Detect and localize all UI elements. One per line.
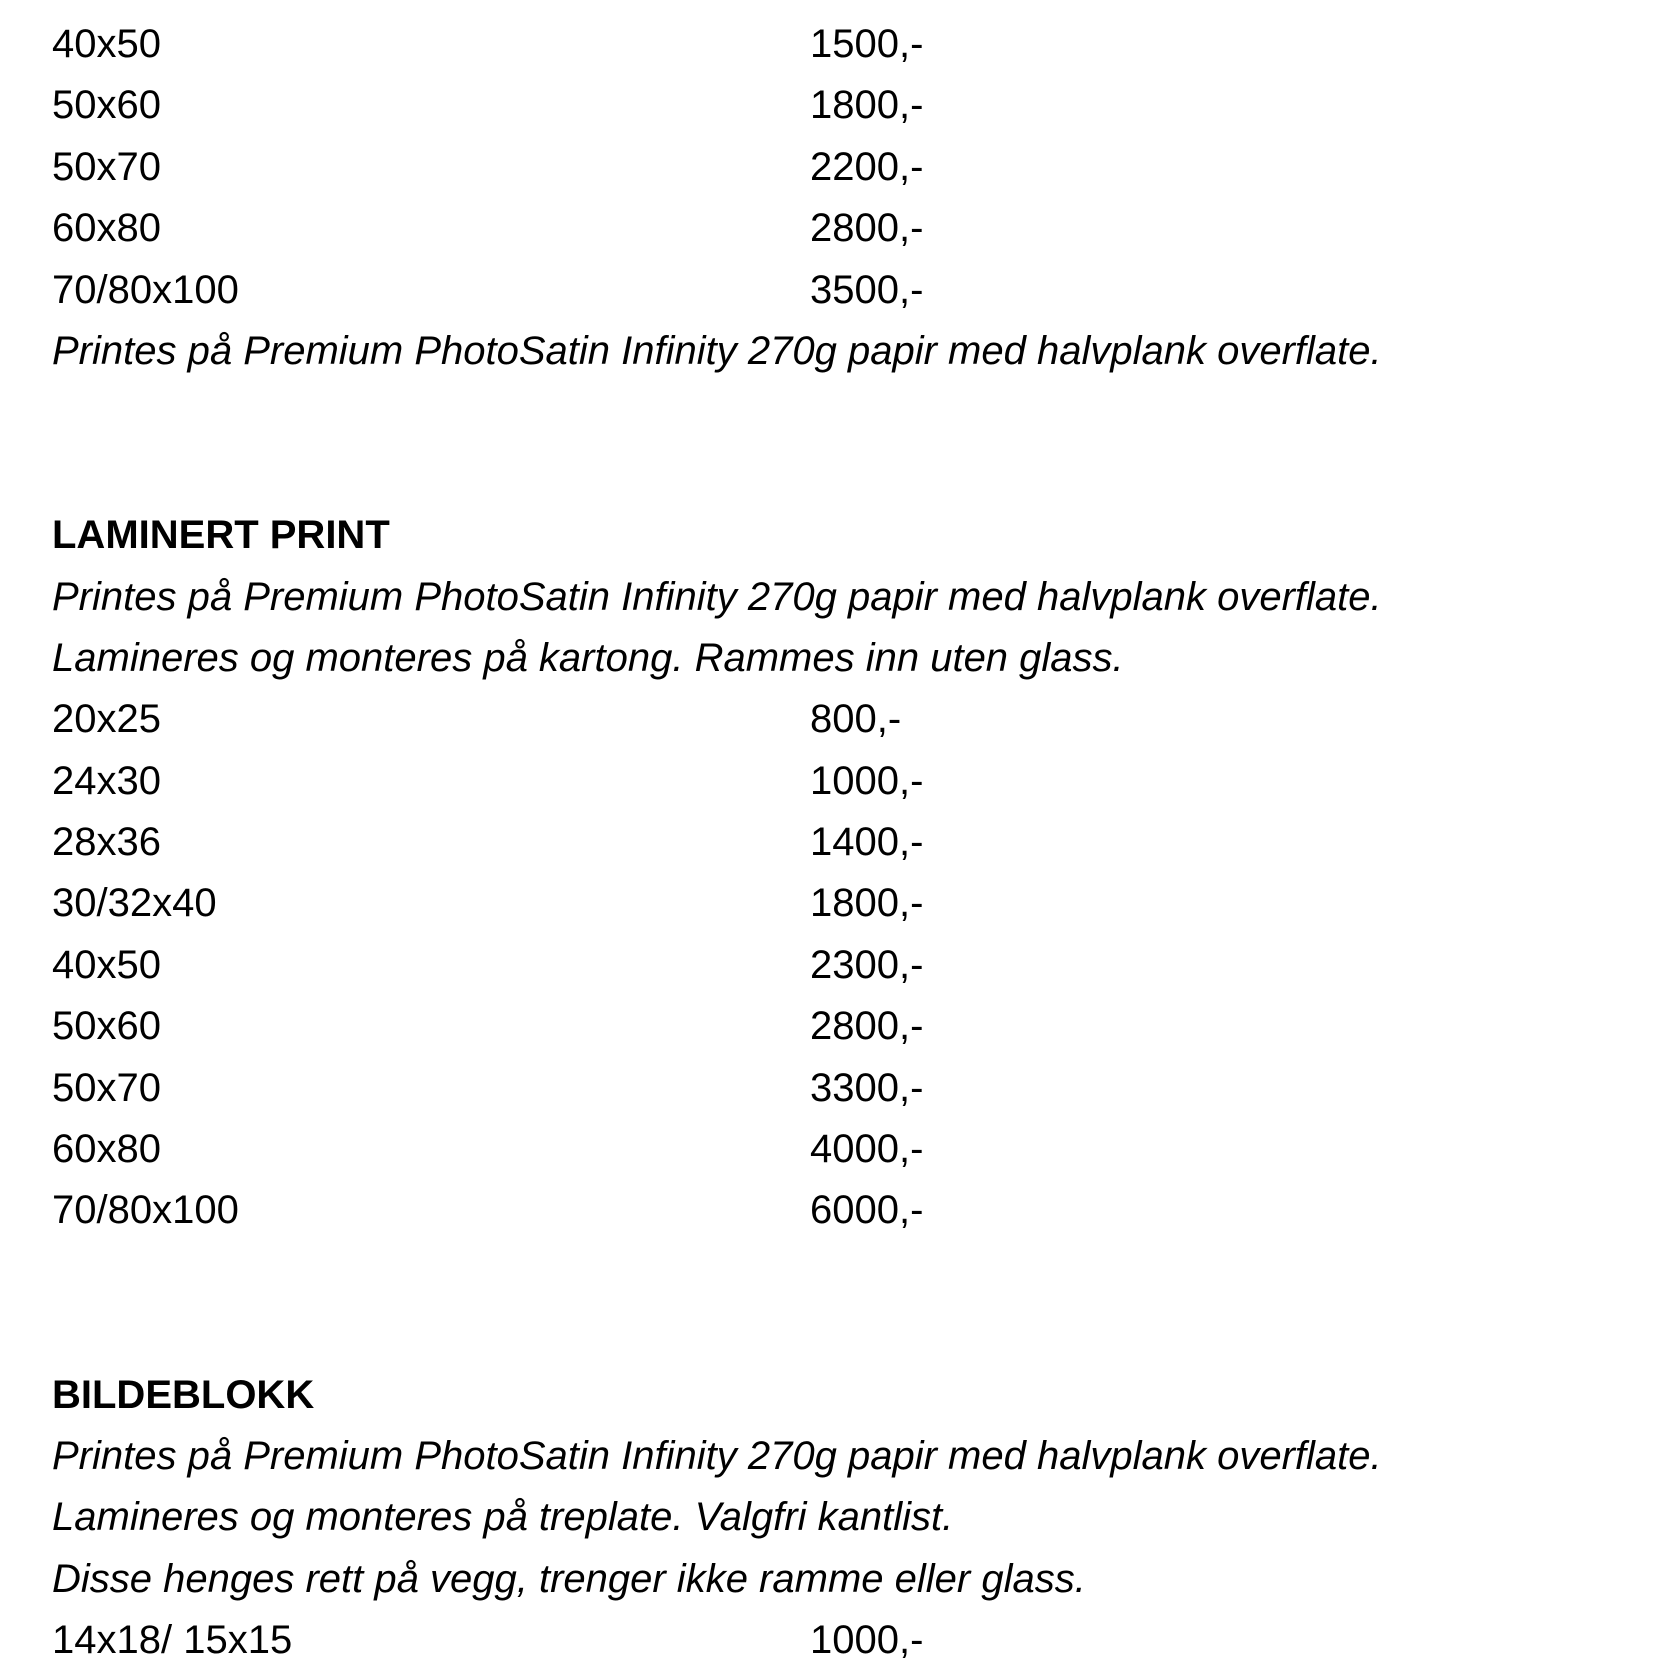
- price-value: 1000,-: [810, 758, 924, 803]
- section-spacer: [52, 1242, 1632, 1365]
- size-label: 70/80x100: [52, 267, 239, 312]
- price-row: [52, 812, 1632, 873]
- price-value: 2800,-: [810, 1004, 924, 1049]
- price-row: [52, 935, 1632, 996]
- hanging-note: Disse henges rett på vegg, trenger ikke ramme eller glass.: [52, 1556, 1086, 1601]
- price-row: [52, 1058, 1632, 1119]
- section-bildeblokk: [52, 1365, 1632, 1672]
- size-label: 24x30: [52, 758, 161, 803]
- size-label: 40x50: [52, 942, 161, 987]
- size-label: 50x60: [52, 1004, 161, 1049]
- paper-note: Printes på Premium PhotoSatin Infinity 270g papir med halvplank overflate.: [52, 328, 1382, 373]
- price-value: 1800,-: [810, 83, 924, 128]
- price-value: 6000,-: [810, 1188, 924, 1233]
- section-heading: BILDEBLOKK: [52, 1372, 315, 1417]
- section-laminert-print: [52, 505, 1632, 1242]
- size-label: 50x70: [52, 1065, 161, 1110]
- price-row: [52, 1180, 1632, 1241]
- price-row: [52, 996, 1632, 1057]
- price-list-document: [52, 14, 1632, 1672]
- price-value: 1800,-: [810, 881, 924, 926]
- price-value: 3300,-: [810, 1065, 924, 1110]
- price-row: [52, 14, 1632, 75]
- price-value: 3500,-: [810, 267, 924, 312]
- section-prints: [52, 14, 1632, 382]
- mounting-note: Lamineres og monteres på treplate. Valgfri kantlist.: [52, 1495, 954, 1540]
- price-row: [52, 1610, 1632, 1671]
- size-label: 60x80: [52, 1127, 161, 1172]
- price-value: 2300,-: [810, 942, 924, 987]
- section-spacer: [52, 382, 1632, 505]
- size-label: 50x70: [52, 144, 161, 189]
- price-value: 1500,-: [810, 22, 924, 66]
- paper-note: Printes på Premium PhotoSatin Infinity 270g papir med halvplank overflate.: [52, 1434, 1382, 1479]
- price-row: [52, 873, 1632, 934]
- price-value: 2200,-: [810, 144, 924, 189]
- size-label: 60x80: [52, 206, 161, 251]
- size-label: 30/32x40: [52, 881, 217, 926]
- price-value: 1000,-: [810, 1618, 924, 1663]
- price-value: 800,-: [810, 697, 902, 742]
- size-label: 70/80x100: [52, 1188, 239, 1233]
- size-label: 28x36: [52, 820, 161, 865]
- price-row: [52, 1119, 1632, 1180]
- section-heading: LAMINERT PRINT: [52, 513, 390, 558]
- size-label: 50x60: [52, 83, 161, 128]
- paper-note: Printes på Premium PhotoSatin Infinity 270g papir med halvplank overflate.: [52, 574, 1382, 619]
- price-row: [52, 198, 1632, 259]
- price-row: [52, 260, 1632, 321]
- mounting-note: Lamineres og monteres på kartong. Rammes inn uten glass.: [52, 635, 1124, 680]
- price-row: [52, 751, 1632, 812]
- price-row: [52, 75, 1632, 136]
- price-row: [52, 137, 1632, 198]
- price-value: 2800,-: [810, 206, 924, 251]
- price-row: [52, 689, 1632, 750]
- size-label: 20x25: [52, 697, 161, 742]
- price-value: 1400,-: [810, 820, 924, 865]
- price-value: 4000,-: [810, 1127, 924, 1172]
- size-label: 14x18/ 15x15: [52, 1618, 293, 1663]
- size-label: 40x50: [52, 22, 161, 66]
